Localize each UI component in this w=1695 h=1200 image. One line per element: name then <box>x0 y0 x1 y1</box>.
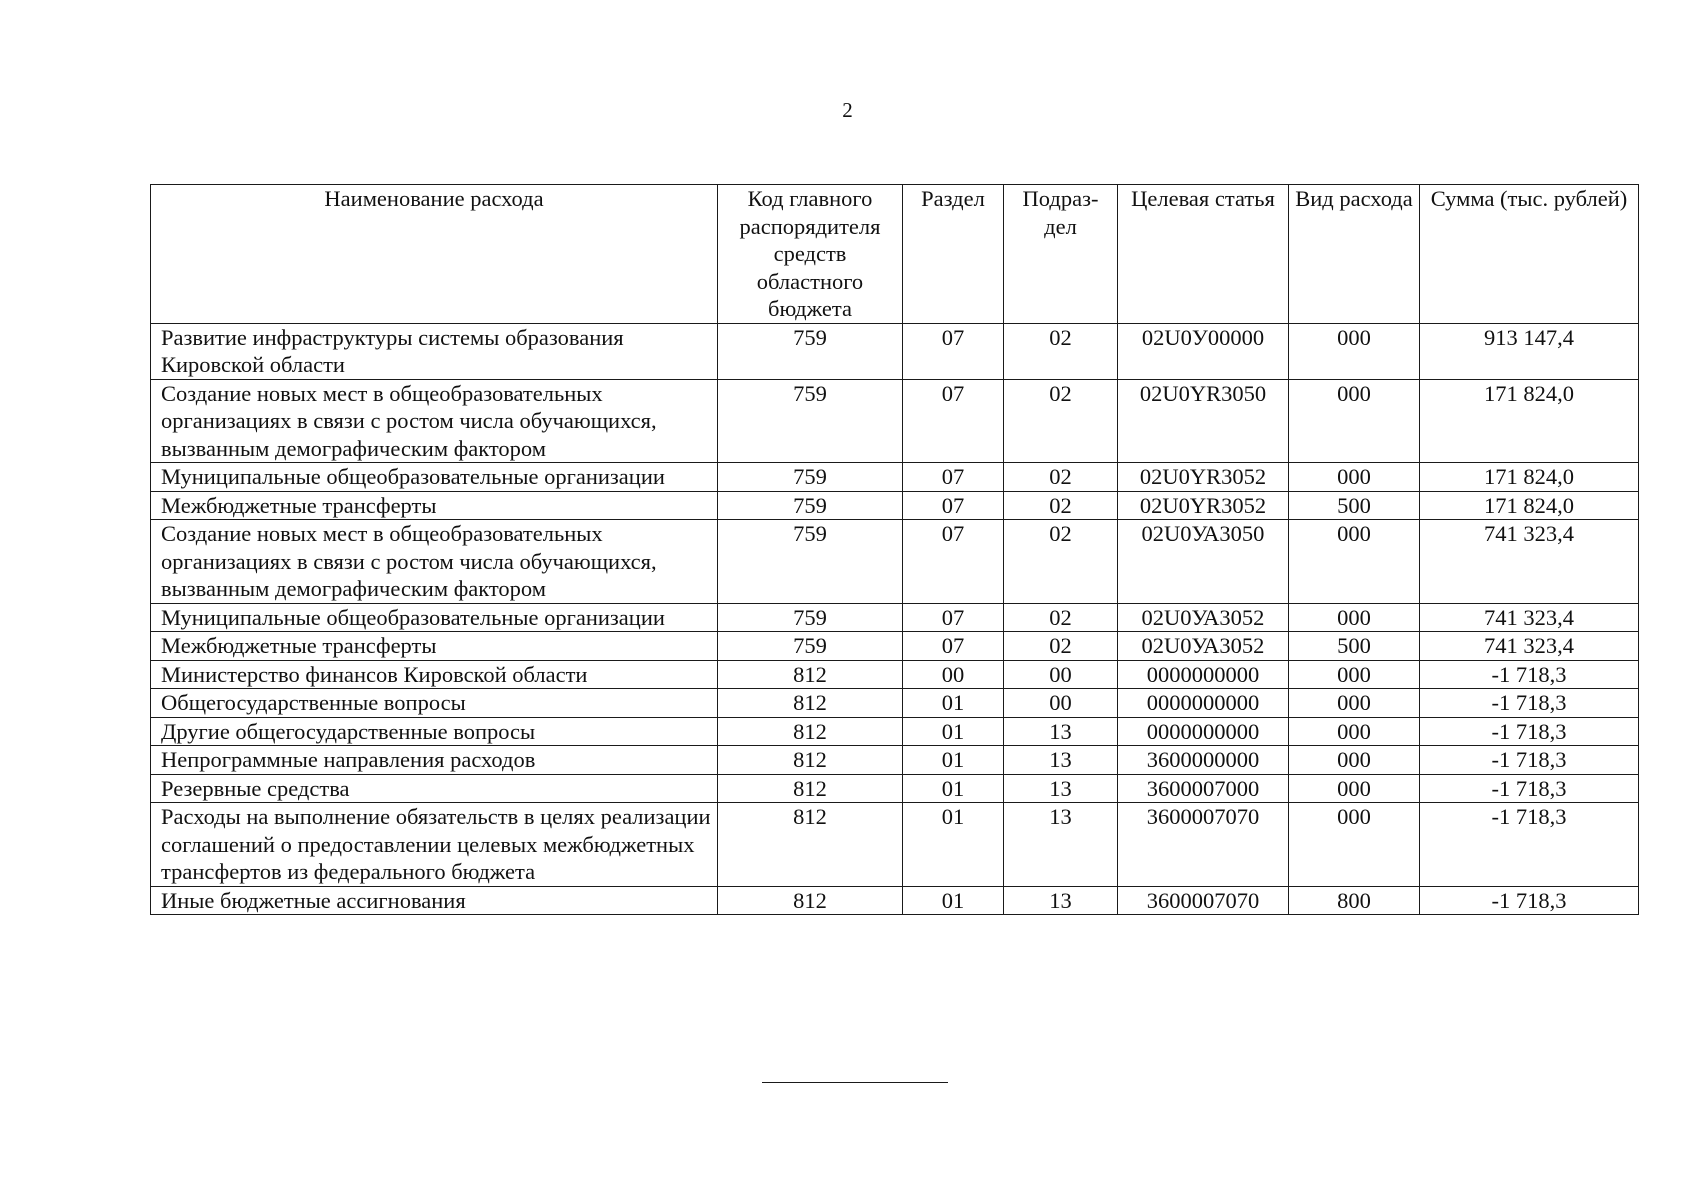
cell-section: 07 <box>903 520 1004 604</box>
cell-subsection: 00 <box>1004 660 1118 689</box>
cell-code: 759 <box>718 520 903 604</box>
cell-sum: 171 824,0 <box>1420 463 1639 492</box>
header-subsection: Подраз-дел <box>1004 185 1118 324</box>
cell-target: 02U0YR3052 <box>1118 463 1289 492</box>
cell-target: 02U0УА3052 <box>1118 603 1289 632</box>
table-row <box>151 803 1639 887</box>
cell-name: Создание новых мест в общеобразовательных организациях в связи с ростом числа обучающихся, вызванным демографическим фактором <box>151 520 718 604</box>
table-row <box>151 717 1639 746</box>
table-row <box>151 463 1639 492</box>
table-body <box>151 323 1639 915</box>
cell-sum: -1 718,3 <box>1420 717 1639 746</box>
cell-code: 759 <box>718 323 903 379</box>
header-type: Вид расхода <box>1289 185 1420 324</box>
cell-sum: -1 718,3 <box>1420 803 1639 887</box>
cell-target: 02U0УА3052 <box>1118 632 1289 661</box>
header-target: Целевая статья <box>1118 185 1289 324</box>
cell-name: Создание новых мест в общеобразовательных организациях в связи с ростом числа обучающихся, вызванным демографическим фактором <box>151 379 718 463</box>
cell-sum: -1 718,3 <box>1420 689 1639 718</box>
header-name: Наименование расхода <box>151 185 718 324</box>
cell-code: 812 <box>718 774 903 803</box>
cell-name: Развитие инфраструктуры системы образования Кировской области <box>151 323 718 379</box>
cell-code: 812 <box>718 886 903 915</box>
cell-type: 000 <box>1289 803 1420 887</box>
cell-target: 02U0YR3052 <box>1118 491 1289 520</box>
cell-target: 02U0YR3050 <box>1118 379 1289 463</box>
cell-sum: 913 147,4 <box>1420 323 1639 379</box>
cell-code: 759 <box>718 632 903 661</box>
cell-subsection: 02 <box>1004 323 1118 379</box>
budget-table <box>150 184 1639 915</box>
cell-name: Муниципальные общеобразовательные организации <box>151 463 718 492</box>
cell-target: 0000000000 <box>1118 660 1289 689</box>
cell-type: 000 <box>1289 746 1420 775</box>
cell-sum: 171 824,0 <box>1420 379 1639 463</box>
table-row <box>151 660 1639 689</box>
table-row <box>151 632 1639 661</box>
cell-sum: 741 323,4 <box>1420 520 1639 604</box>
table-row <box>151 603 1639 632</box>
cell-subsection: 02 <box>1004 491 1118 520</box>
cell-section: 01 <box>903 689 1004 718</box>
cell-section: 07 <box>903 603 1004 632</box>
cell-subsection: 02 <box>1004 463 1118 492</box>
header-row <box>151 185 1639 324</box>
cell-sum: 171 824,0 <box>1420 491 1639 520</box>
cell-subsection: 13 <box>1004 803 1118 887</box>
cell-sum: -1 718,3 <box>1420 660 1639 689</box>
cell-sum: -1 718,3 <box>1420 886 1639 915</box>
cell-code: 759 <box>718 491 903 520</box>
table-row <box>151 323 1639 379</box>
cell-section: 01 <box>903 746 1004 775</box>
cell-type: 000 <box>1289 603 1420 632</box>
cell-type: 000 <box>1289 463 1420 492</box>
cell-target: 0000000000 <box>1118 689 1289 718</box>
cell-subsection: 13 <box>1004 746 1118 775</box>
cell-section: 00 <box>903 660 1004 689</box>
cell-type: 500 <box>1289 491 1420 520</box>
cell-subsection: 02 <box>1004 379 1118 463</box>
table-row <box>151 379 1639 463</box>
cell-code: 812 <box>718 717 903 746</box>
cell-target: 3600007070 <box>1118 803 1289 887</box>
table-row <box>151 689 1639 718</box>
cell-sum: -1 718,3 <box>1420 774 1639 803</box>
cell-type: 000 <box>1289 774 1420 803</box>
cell-type: 800 <box>1289 886 1420 915</box>
cell-subsection: 02 <box>1004 520 1118 604</box>
cell-type: 000 <box>1289 717 1420 746</box>
cell-name: Межбюджетные трансферты <box>151 491 718 520</box>
cell-name: Резервные средства <box>151 774 718 803</box>
page-number: 2 <box>842 98 853 122</box>
cell-type: 000 <box>1289 660 1420 689</box>
table-row <box>151 746 1639 775</box>
cell-type: 000 <box>1289 520 1420 604</box>
table-row <box>151 886 1639 915</box>
cell-target: 3600007000 <box>1118 774 1289 803</box>
cell-section: 01 <box>903 774 1004 803</box>
cell-section: 01 <box>903 803 1004 887</box>
cell-section: 07 <box>903 323 1004 379</box>
cell-name: Министерство финансов Кировской области <box>151 660 718 689</box>
cell-name: Непрограммные направления расходов <box>151 746 718 775</box>
cell-name: Межбюджетные трансферты <box>151 632 718 661</box>
cell-name: Расходы на выполнение обязательств в целях реализации соглашений о предоставлении целевых межбюджетных трансфертов из федерального бюджета <box>151 803 718 887</box>
cell-type: 500 <box>1289 632 1420 661</box>
cell-subsection: 13 <box>1004 886 1118 915</box>
cell-section: 01 <box>903 886 1004 915</box>
header-code: Код главного распорядителя средств областного бюджета <box>718 185 903 324</box>
cell-sum: 741 323,4 <box>1420 603 1639 632</box>
footer-rule <box>762 1082 948 1083</box>
cell-subsection: 13 <box>1004 717 1118 746</box>
cell-code: 759 <box>718 603 903 632</box>
cell-subsection: 13 <box>1004 774 1118 803</box>
cell-name: Другие общегосударственные вопросы <box>151 717 718 746</box>
cell-subsection: 02 <box>1004 603 1118 632</box>
cell-code: 759 <box>718 379 903 463</box>
cell-target: 02U0У00000 <box>1118 323 1289 379</box>
cell-sum: -1 718,3 <box>1420 746 1639 775</box>
table-row <box>151 491 1639 520</box>
cell-type: 000 <box>1289 323 1420 379</box>
cell-code: 812 <box>718 660 903 689</box>
cell-code: 812 <box>718 746 903 775</box>
cell-name: Общегосударственные вопросы <box>151 689 718 718</box>
cell-target: 02U0УА3050 <box>1118 520 1289 604</box>
cell-subsection: 00 <box>1004 689 1118 718</box>
cell-sum: 741 323,4 <box>1420 632 1639 661</box>
cell-type: 000 <box>1289 689 1420 718</box>
cell-target: 0000000000 <box>1118 717 1289 746</box>
table-row <box>151 774 1639 803</box>
cell-name: Иные бюджетные ассигнования <box>151 886 718 915</box>
cell-section: 07 <box>903 379 1004 463</box>
cell-section: 07 <box>903 491 1004 520</box>
table-row <box>151 520 1639 604</box>
cell-name: Муниципальные общеобразовательные организации <box>151 603 718 632</box>
cell-code: 812 <box>718 803 903 887</box>
cell-type: 000 <box>1289 379 1420 463</box>
cell-code: 812 <box>718 689 903 718</box>
cell-subsection: 02 <box>1004 632 1118 661</box>
header-section: Раздел <box>903 185 1004 324</box>
cell-section: 01 <box>903 717 1004 746</box>
cell-target: 3600000000 <box>1118 746 1289 775</box>
cell-section: 07 <box>903 632 1004 661</box>
header-sum: Сумма (тыс. рублей) <box>1420 185 1639 324</box>
cell-section: 07 <box>903 463 1004 492</box>
cell-target: 3600007070 <box>1118 886 1289 915</box>
cell-code: 759 <box>718 463 903 492</box>
